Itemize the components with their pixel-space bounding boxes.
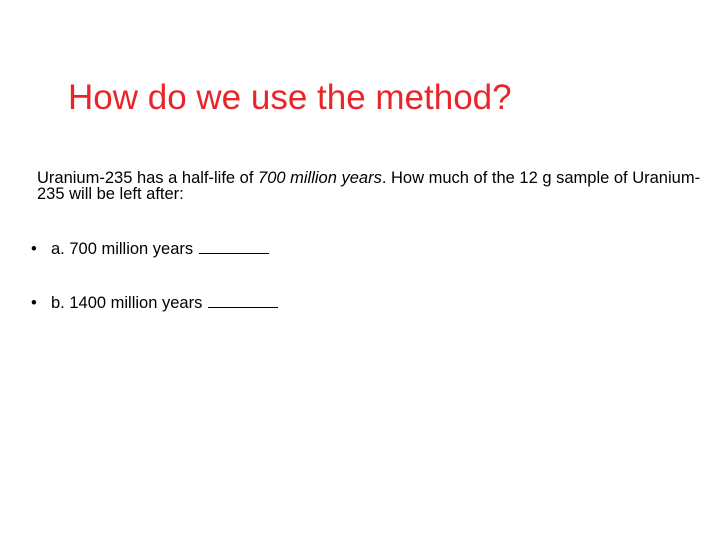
bullet-item-a (31, 239, 269, 259)
bullet-label-b: b. 1400 million years (51, 294, 203, 312)
question-text (37, 170, 713, 202)
question-text-start: Uranium-235 has a half-life of (37, 169, 259, 187)
question-text-end: . How much of the 12 g sample of Uranium-235 will be left after: (37, 169, 701, 203)
bullet-marker: • (31, 240, 37, 258)
slide-title: How do we use the method? (68, 78, 512, 117)
answer-blank-b (208, 293, 278, 308)
half-life-emphasis: 700 million years (258, 169, 382, 187)
bullet-item-b (31, 293, 278, 313)
bullet-label-a: a. 700 million years (51, 240, 194, 258)
answer-blank-a (199, 239, 269, 254)
bullet-marker: • (31, 294, 37, 312)
